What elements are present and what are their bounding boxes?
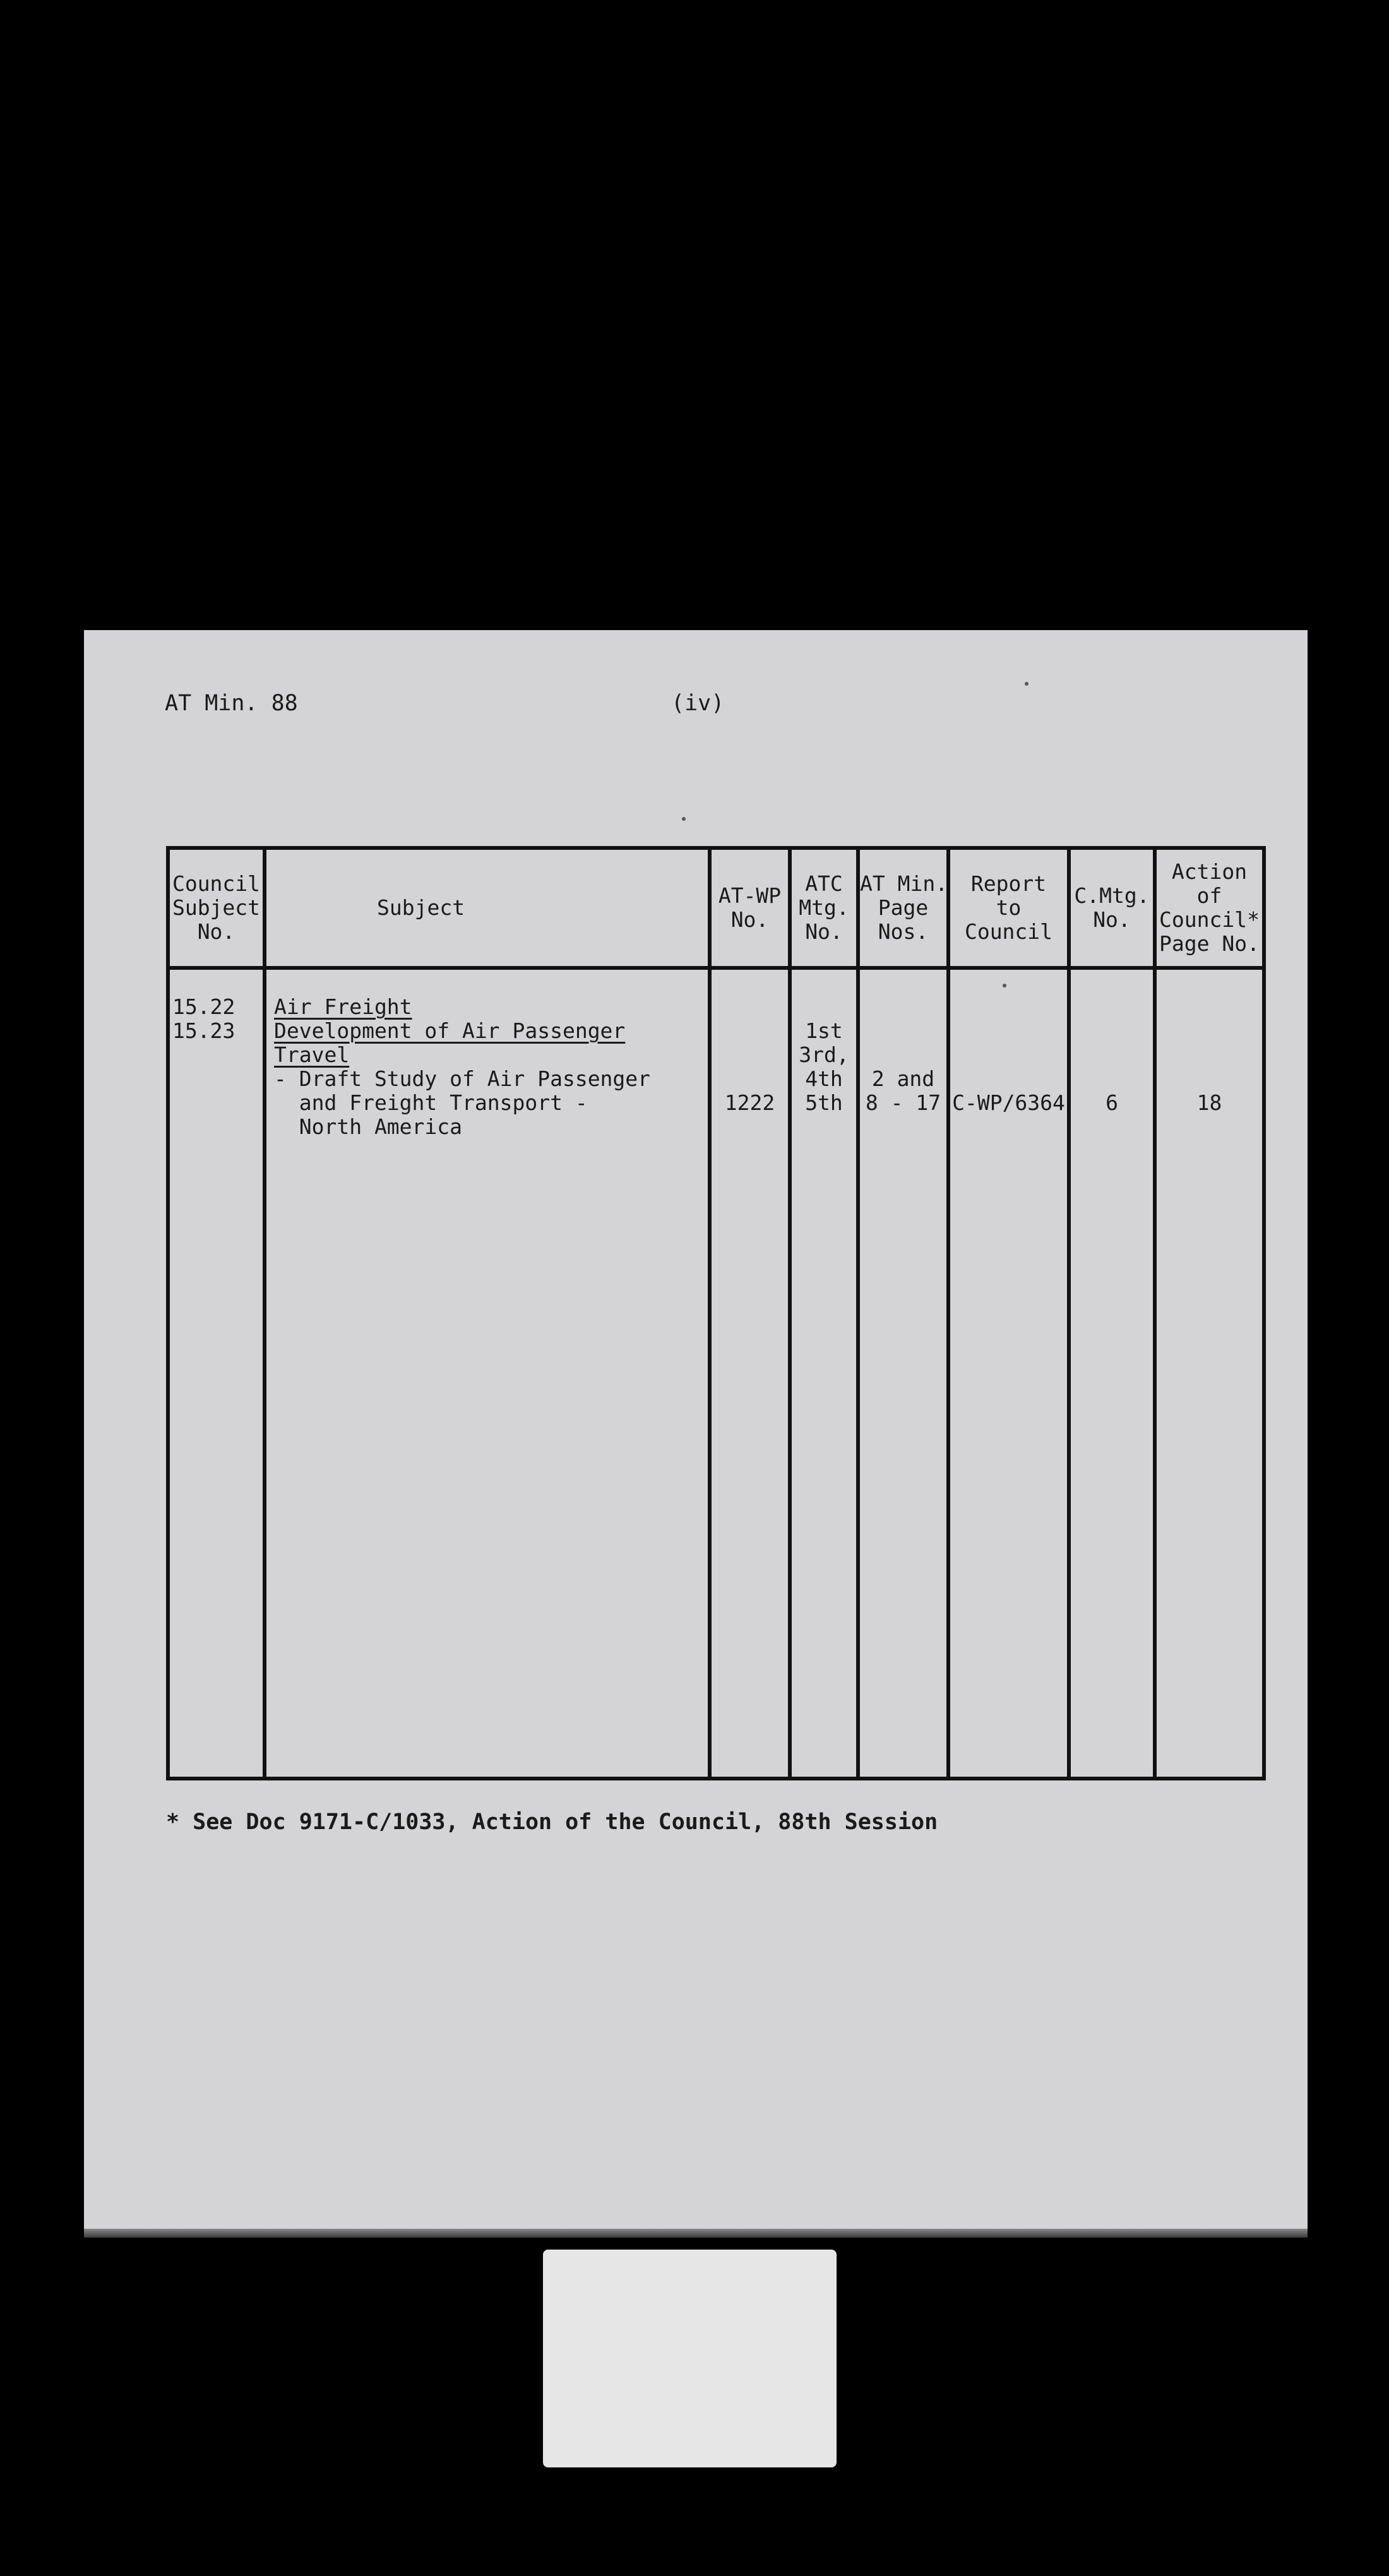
header-report-to-council: Report to Council [948, 848, 1069, 968]
table-row [168, 968, 1264, 1779]
film-tab [543, 2250, 837, 2467]
page-number: (iv) [671, 691, 725, 716]
subject-heading-passenger-travel: Development of Air Passenger Travel [274, 1018, 626, 1067]
cell-action-page-no: 18 [1155, 968, 1264, 1779]
header-action-of-council: Action of Council* Page No. [1155, 848, 1264, 968]
header-c-mtg-no: C.Mtg. No. [1069, 848, 1155, 968]
cell-subject: Air Freight Development of Air Passenger Travel - Draft Study of Air Passenger and Freight Transport - North America [265, 968, 710, 1779]
subject-heading-air-freight: Air Freight [274, 994, 412, 1019]
cell-council-subject-no: 15.22 15.23 [168, 968, 265, 1779]
paper-speck [1025, 682, 1028, 686]
header-atc-mtg-no: ATC Mtg. No. [790, 848, 858, 968]
document-reference: AT Min. 88 [165, 691, 298, 716]
cell-atc-mtg-no: 1st 3rd, 4th 5th [790, 968, 858, 1779]
header-at-min-page-nos: AT Min. Page Nos. [858, 848, 948, 968]
paper-speck [1003, 984, 1006, 987]
page-edge-shadow [84, 2229, 1308, 2238]
cell-at-wp-no: 1222 [710, 968, 790, 1779]
cell-c-mtg-no: 6 [1069, 968, 1155, 1779]
header-subject: Subject [265, 848, 710, 968]
minutes-index-table [166, 846, 1266, 1780]
paper-speck [682, 817, 686, 821]
document-page [84, 630, 1308, 2234]
cell-at-min-page-nos: 2 and 8 - 17 [858, 968, 948, 1779]
header-council-subject-no: Council Subject No. [168, 848, 265, 968]
footnote: * See Doc 9171-C/1033, Action of the Council, 88th Session [166, 1810, 938, 1835]
cell-report-to-council: C-WP/6364 [948, 968, 1069, 1779]
header-at-wp-no: AT-WP No. [710, 848, 790, 968]
table-header-row [168, 848, 1264, 968]
